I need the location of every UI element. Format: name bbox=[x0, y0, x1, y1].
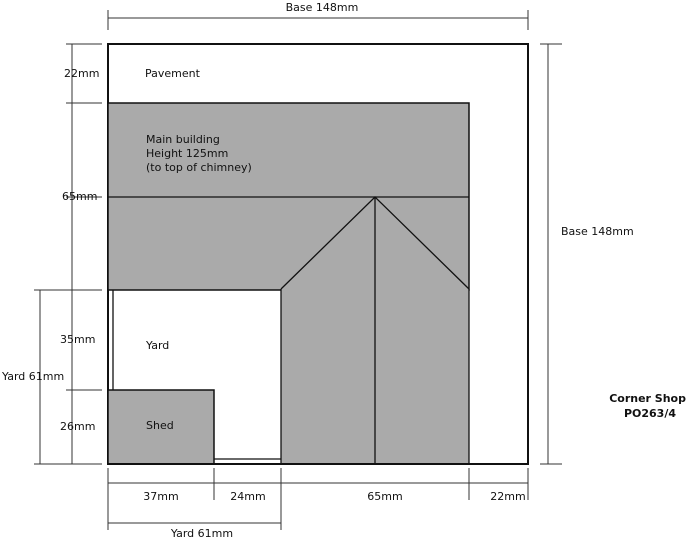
top-base-label: Base 148mm bbox=[285, 1, 359, 14]
bottom-yard-label: Yard 61mm bbox=[170, 527, 234, 540]
height-label: Height 125mm bbox=[146, 147, 229, 160]
yard-gap-label: 24mm bbox=[230, 490, 266, 503]
right-base-label: Base 148mm bbox=[561, 225, 634, 238]
pavement-depth-label: 22mm bbox=[64, 67, 100, 80]
pavement-label: Pavement bbox=[145, 67, 200, 80]
left-yard-label: Yard 61mm bbox=[2, 370, 65, 383]
product-name: Corner Shop bbox=[609, 392, 686, 405]
chimney-note-label: (to top of chimney) bbox=[146, 161, 252, 174]
main-width-label: 65mm bbox=[367, 490, 403, 503]
yard-label: Yard bbox=[146, 339, 170, 352]
shed-width-label: 37mm bbox=[143, 490, 179, 503]
main-building-label: Main building bbox=[146, 133, 220, 146]
shed-label: Shed bbox=[146, 419, 174, 432]
pavement-width-label: 22mm bbox=[490, 490, 526, 503]
product-code: PO263/4 bbox=[623, 407, 676, 420]
main-depth-label: 65mm bbox=[62, 190, 98, 203]
yard-depth-label: 35mm bbox=[60, 333, 96, 346]
shed-depth-label: 26mm bbox=[60, 420, 96, 433]
